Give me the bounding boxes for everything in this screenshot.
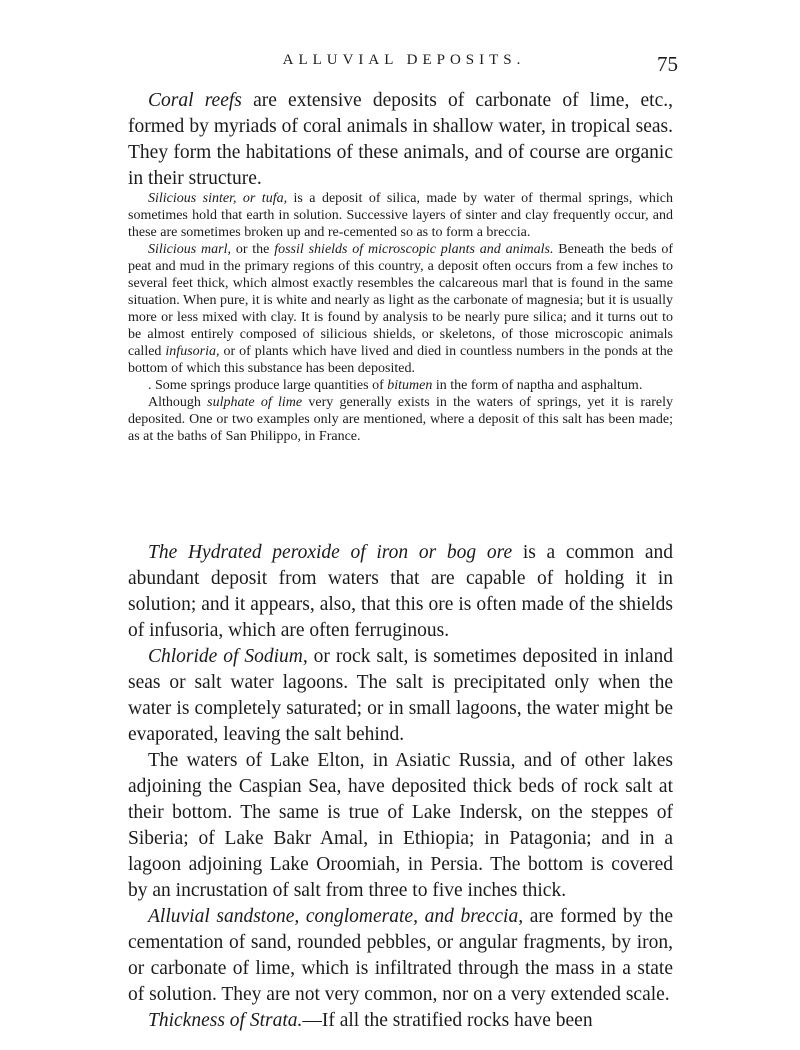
iron-text: is a common and abundant deposit from waters that are capable of holding it in solution; and it appears, also, that this ore is often made of the shields of infusoria, which are often ferruginous. (128, 542, 673, 641)
bitumen-text2: in the form of naptha and asphaltum. (432, 378, 643, 393)
bitumen-text: . Some springs produce large quantities of (148, 378, 388, 393)
marl-term: infusoria, (165, 344, 220, 359)
page-number: 75 (657, 52, 678, 76)
sulphate-term: sulphate of lime (207, 395, 303, 410)
main-text-section (128, 540, 673, 1034)
iron-lead: The Hydrated peroxide of iron or bog ore (148, 542, 513, 563)
coral-text: are extensive deposits of carbonate of lime, etc., formed by myriads of coral animals in shallow water, in tropical seas. They form the habitations of these animals, and of course are organic in their structure. (128, 90, 674, 189)
sinter-text: is a deposit of silica, made by water of thermal springs, which sometimes hold that earth in solution. Successive layers of sinter and clay frequently occur, and these are sometimes broken up and re-cemented so as to form a breccia. (128, 191, 673, 240)
thickness-paragraph (128, 1008, 673, 1034)
marl-lead2: fossil shields of microscopic plants and animals. (274, 242, 554, 257)
sodium-text: or rock salt, is sometimes deposited in inland seas or salt water lagoons. The salt is precipitated only when the water is completely saturated; or in small lagoons, the water might be evaporated, leaving the salt behind. (128, 646, 674, 745)
sandstone-lead: Alluvial sandstone, conglomerate, and breccia, (148, 906, 524, 927)
bitumen-term: bitumen (387, 378, 433, 393)
thickness-text: —If all the stratified rocks have been (302, 1010, 593, 1031)
elton-paragraph (128, 748, 673, 904)
sandstone-text: are formed by the cementation of sand, rounded pebbles, or angular fragments, by iron, or carbonate of lime, which is infiltrated through the mass in a state of solution. They are not very common, nor on a very extended scale. (128, 906, 673, 1005)
elton-text: The waters of Lake Elton, in Asiatic Russia, and of other lakes adjoining the Caspian Sea, have deposited thick beds of rock salt at their bottom. The same is true of Lake Indersk, on the steppes of Siberia; of Lake Bakr Amal, in Ethiopia; in Patagonia; and in a lagoon adjoining Lake Oroomiah, in Persia. The bottom is covered by an incrustation of salt from three to five inches thick. (128, 750, 673, 901)
sodium-lead: Chloride of Sodium, (148, 646, 308, 667)
small-print-section (128, 190, 673, 445)
sandstone-paragraph (128, 904, 673, 1008)
marl-text: Beneath the beds of peat and mud in the primary regions of this country, a deposit often occurs from a few inches to several feet thick, which almost exactly resembles the calcareous marl that is found in the same situation. When pure, it is white and nearly as light as the carbonate of magnesia; but it is usually more or less mixed with clay. It is found by analysis to be nearly pure silica; and it turns out to be almost entirely composed of silicious shields, or skeletons, of those microscopic animals called (128, 242, 674, 359)
page-header (130, 52, 678, 82)
sulphate-paragraph (128, 394, 673, 445)
iron-paragraph (128, 540, 673, 644)
sinter-lead: Silicious sinter, or tufa, (148, 191, 288, 206)
sulphate-text2: very generally exists in the waters of springs, yet it is rarely deposited. One or two examples only are mentioned, where a deposit of this salt has been made; as at the baths of San Philippo, in France. (128, 395, 674, 444)
marl-paragraph (128, 241, 673, 377)
running-head: ALLUVIAL DEPOSITS. (282, 52, 526, 68)
sodium-paragraph (128, 644, 673, 748)
sulphate-text: Although (148, 395, 208, 410)
marl-mid: or the (231, 242, 275, 257)
coral-lead: Coral reefs (148, 90, 242, 111)
marl-lead: Silicious marl, (148, 242, 231, 257)
coral-paragraph (128, 88, 673, 192)
thickness-lead: Thickness of Strata. (148, 1010, 303, 1031)
marl-text2: or of plants which have lived and died in countless numbers in the ponds at the bottom of which this substance has been deposited. (128, 344, 673, 376)
bitumen-paragraph (128, 377, 673, 394)
sinter-paragraph (128, 190, 673, 241)
